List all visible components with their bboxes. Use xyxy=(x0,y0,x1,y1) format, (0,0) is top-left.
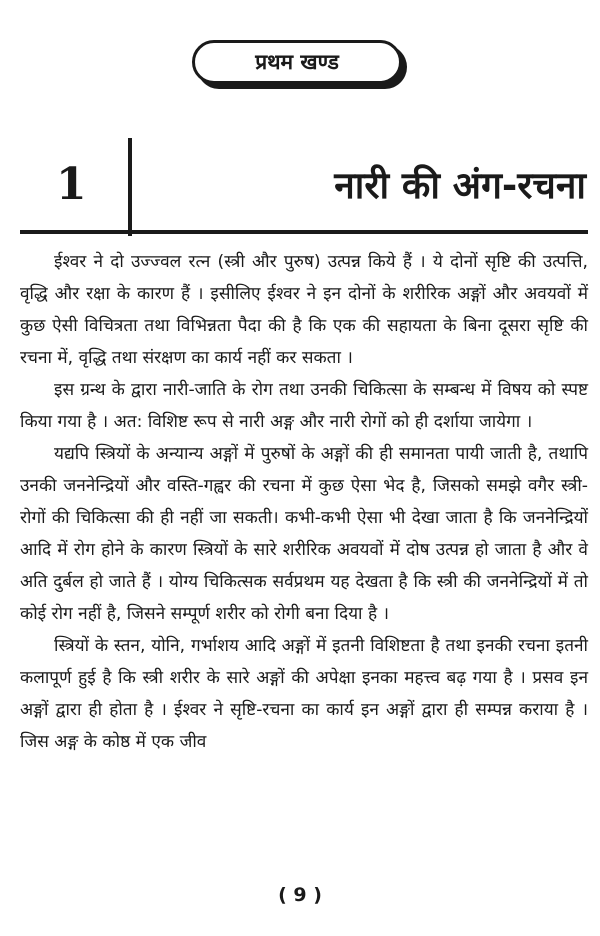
paragraph-3: यद्यपि स्त्रियों के अन्यान्य अङ्गों में पुरुषों के अङ्गों की ही समानता पायी जाती है, तथापि उनकी जननेन्द्रियों और वस्ति-गह्वर की रचना में कुछ ऐसा भेद है, जिसको समझे वगैर स्त्री-रोगों की चिकित्सा की ही नहीं जा सकती। कभी-कभी ऐसा भी देखा जाता है कि जननेन्द्रियों आदि में रोग होने के कारण स्त्रियों के सारे शरीरिक अवयवों में दोष उत्पन्न हो जाता है और वे अति दुर्बल हो जाते हैं । योग्य चिकित्सक सर्वप्रथम यह देखता है कि स्त्री की जननेन्द्रियों में तो कोई रोग नहीं है, जिसने सम्पूर्ण शरीर को रोगी बना दिया है । xyxy=(20,444,588,624)
paragraph-2: इस ग्रन्थ के द्वारा नारी-जाति के रोग तथा उनकी चिकित्सा के सम्बन्ध में विषय को स्पष्ट किया गया है । अत: विशिष्ट रूप से नारी अङ्ग और नारी रोगों को ही दर्शाया जायेगा । xyxy=(20,380,588,432)
body-text xyxy=(20,246,588,758)
chapter-number: 1 xyxy=(56,159,87,210)
horizontal-divider xyxy=(20,230,588,234)
page-number: ( 9 ) xyxy=(278,884,322,906)
paragraph-4: स्त्रियों के स्तन, योनि, गर्भाशय आदि अङ्गों में इतनी विशिष्टता है तथा इनकी रचना इतनी कलापूर्ण हुई है कि स्त्री शरीर के सारे अङ्गों की अपेक्षा इनका महत्त्व बढ़ गया है । प्रसव इन अङ्गों द्वारा ही होता है । ईश्वर ने सृष्टि-रचना का कार्य इन अङ्गों द्वारा ही सम्पन्न कराया है । जिस अङ्ग के कोष्ठ में एक जीव xyxy=(20,636,588,752)
vertical-divider xyxy=(128,138,132,236)
chapter-title: नारी की अंग-रचना xyxy=(334,164,586,207)
section-badge: प्रथम खण्ड xyxy=(192,40,402,84)
paragraph-1: ईश्वर ने दो उज्ज्वल रत्न (स्त्री और पुरुष) उत्पन्न किये हैं । ये दोनों सृष्टि की उत्पत्ति, वृद्धि और रक्षा के कारण हैं । इसीलिए ईश्वर ने इन दोनों के शरीरिक अङ्गों और अवयवों में कुछ ऐसी विचित्रता तथा विभिन्नता पैदा की है कि एक की सहायता के बिना दूसरा सृष्टि की रचना में, वृद्धि तथा संरक्षण का कार्य नहीं कर सकता । xyxy=(20,252,588,368)
